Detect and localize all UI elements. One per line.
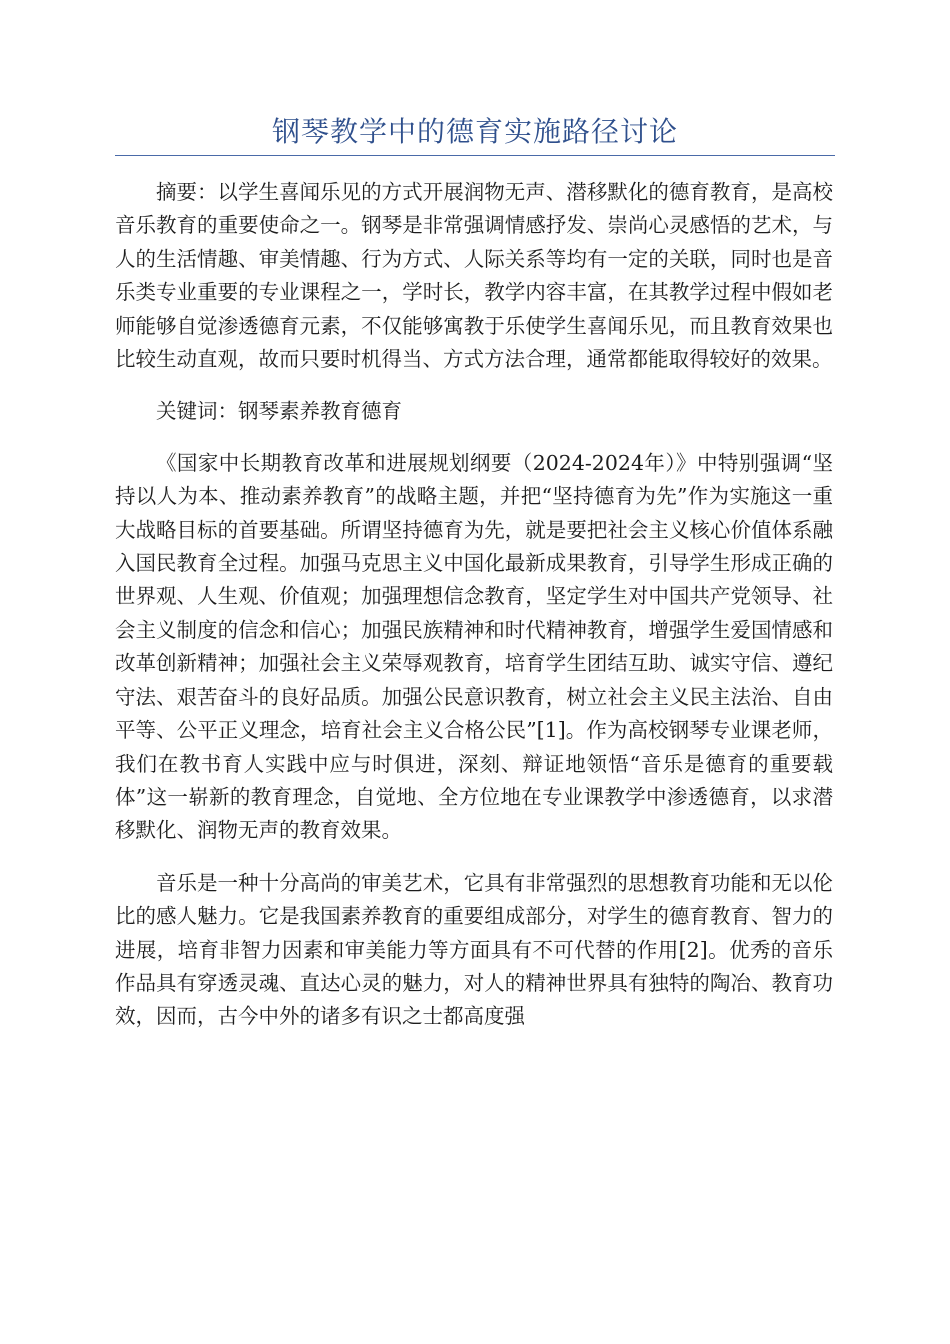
abstract-paragraph: 摘要：以学生喜闻乐见的方式开展润物无声、潜移默化的德育教育，是高校音乐教育的重要使命之一。钢琴是非常强调情感抒发、崇尚心灵感悟的艺术，与人的生活情趣、审美情趣、行为方式、人际关系等均有一定的关联，同时也是音乐类专业重要的专业课程之一，学时长，教学内容丰富，在其教学过程中假如老师能够自觉渗透德育元素，不仅能够寓教于乐使学生喜闻乐见，而且教育效果也比较生动直观，故而只要时机得当、方式方法合理，通常都能取得较好的效果。 (115, 180, 833, 372)
keywords-line: 关键词：钢琴素养教育德育 (156, 399, 402, 424)
title-underline (115, 155, 835, 156)
body-paragraph-2: 音乐是一种十分高尚的审美艺术，它具有非常强烈的思想教育功能和无以伦比的感人魅力。它是我国素养教育的重要组成部分，对学生的德育教育、智力的进展，培育非智力因素和审美能力等方面具有不可代替的作用[2]。优秀的音乐作品具有穿透灵魂、直达心灵的魅力，对人的精神世界具有独特的陶冶、教育功效，因而，古今中外的诸多有识之士都高度强 (115, 870, 833, 1029)
document-body (115, 176, 833, 1053)
document-title: 钢琴教学中的德育实施路径讨论 (271, 115, 678, 148)
body-paragraph-1: 《国家中长期教育改革和进展规划纲要（2024-2024年）》中特别强调“坚持以人为本、推动素养教育”的战略主题，并把“坚持德育为先”作为实施这一重大战略目标的首要基础。所谓坚持德育为先，就是要把社会主义核心价值体系融入国民教育全过程。加强马克思主义中国化最新成果教育，引导学生形成正确的世界观、人生观、价值观；加强理想信念教育，坚定学生对中国共产党领导、社会主义制度的信念和信心；加强民族精神和时代精神教育，增强学生爱国情感和改革创新精神；加强社会主义荣辱观教育，培育学生团结互助、诚实守信、遵纪守法、艰苦奋斗的良好品质。加强公民意识教育，树立社会主义民主法治、自由平等、公平正义理念，培育社会主义合格公民”[1]。作为高校钢琴专业课老师，我们在教书育人实践中应与时俱进，深刻、辩证地领悟“音乐是德育的重要载体”这一崭新的教育理念，自觉地、全方位地在专业课教学中渗透德育，以求潜移默化、润物无声的教育效果。 (115, 450, 833, 843)
